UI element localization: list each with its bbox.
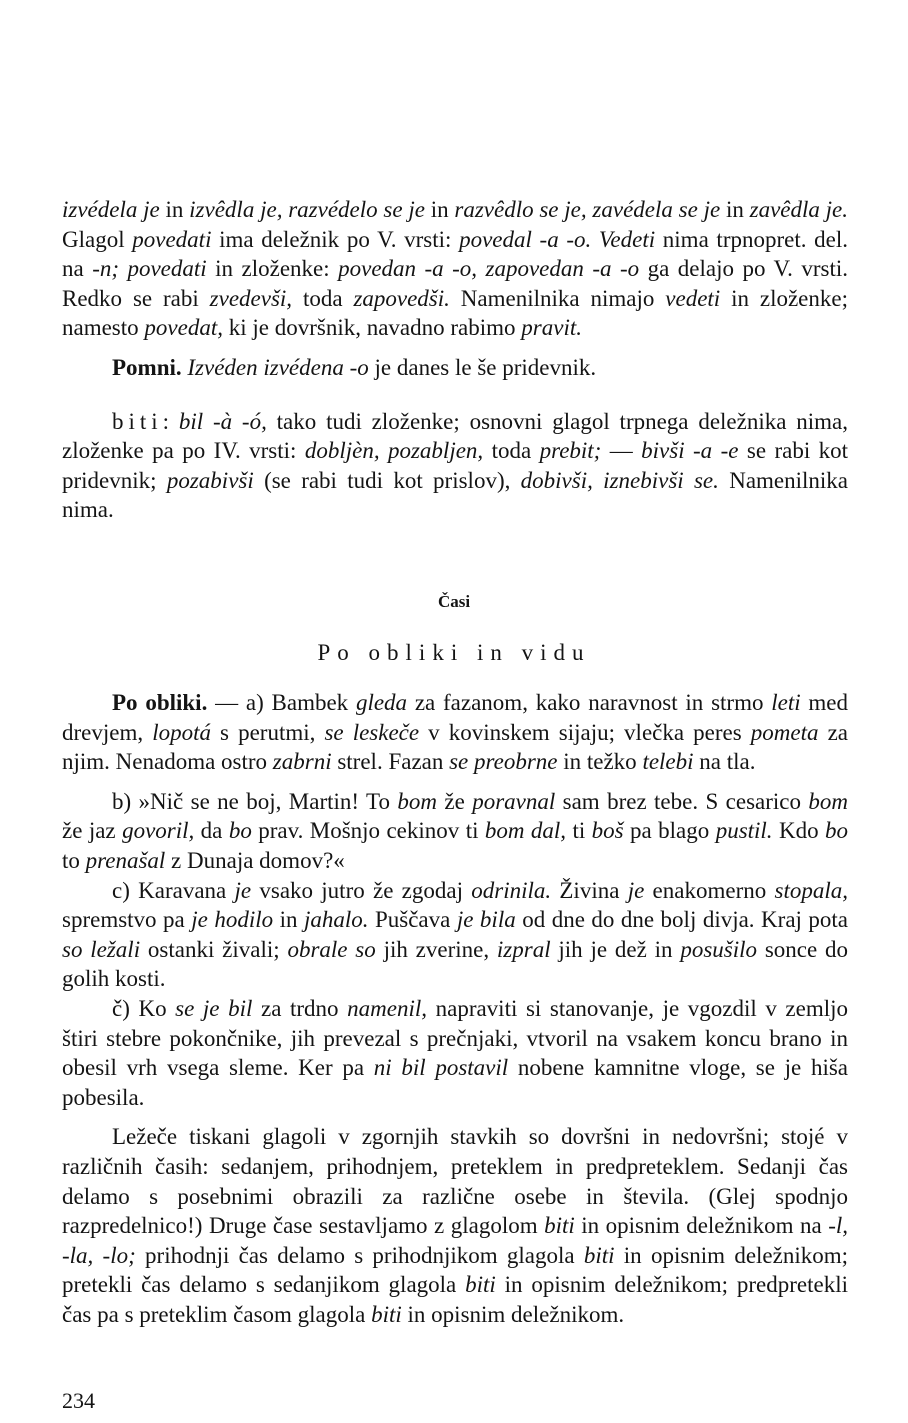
paragraph-b	[62, 787, 848, 876]
text-run: v kovinskem sijaju; vlečka peres	[419, 719, 751, 745]
italic-run: izvêdla je, razvédelo se je	[189, 197, 425, 222]
italic-run: -l, -la, -lo;	[62, 1213, 848, 1268]
italic-run: biti	[544, 1213, 575, 1239]
text-run: že jaz	[62, 818, 123, 844]
text-run: med drevjem,	[62, 690, 848, 745]
italic-run: zavêdla je.	[749, 197, 849, 222]
text-run: in težko	[557, 749, 643, 775]
italic-run: so ležali	[62, 936, 141, 962]
italic-run: je	[627, 877, 645, 903]
italic-run: biti	[583, 1242, 615, 1268]
italic-run: bivši -a -e	[641, 438, 739, 464]
text-run: od dne do dne bolj divja. Kraj pota	[515, 907, 848, 933]
text-run: in opisnim deležnikom.	[401, 1301, 625, 1327]
text-run: ima deležnik po V. vrsti:	[211, 226, 460, 252]
italic-run: -n; povedati	[92, 256, 207, 282]
italic-run: posušilo	[680, 936, 758, 962]
italic-run: zapovedši.	[353, 285, 450, 311]
paragraph-c-caron	[62, 994, 848, 1112]
paragraph-izvedela	[62, 195, 848, 343]
text-run: Kdo	[772, 818, 825, 844]
text-run: ki je dovršnik, navadno rabimo	[222, 315, 522, 341]
italic-run: bom	[397, 788, 437, 814]
spaced-run: biti	[112, 408, 163, 434]
italic-run: bom dal,	[484, 818, 567, 844]
italic-run: odrinila.	[471, 877, 552, 903]
text-run: toda	[292, 285, 354, 311]
text-run: in zloženke:	[206, 256, 339, 282]
text-run: in opisnim deležnikom; predpretekli čas pa s preteklim časom glagola	[62, 1272, 848, 1327]
text-run: za njim. Nenadoma ostro	[62, 719, 848, 775]
italic-run: povedat,	[144, 315, 223, 341]
text-run: to	[62, 847, 86, 873]
text-run: prihodnji čas delamo s prihodnjikom glagola	[135, 1242, 584, 1268]
italic-run: stopala,	[774, 877, 848, 903]
text-run: Ležeče tiskani glagoli v zgornjih stavkih so dovršni in nedovršni; stojé v različnih časih: sedanjem, prihodnjem, preteklem in predpreteklem. Sedanji čas delamo s posebnimi obrazili za različne osebe in števila. (Glej spodnjo razpredelnico!) Druge čase sestavljamo z glagolom	[62, 1124, 848, 1239]
italic-run: pometa	[750, 719, 819, 745]
italic-run: razvêdlo se je, zavédela se je	[454, 197, 721, 222]
page-number: 234	[62, 1388, 95, 1413]
text-run: sam brez tebe. S cesarico	[555, 788, 809, 814]
text-run: in	[424, 197, 455, 222]
italic-run: namenil,	[347, 995, 428, 1021]
text-run: na tla.	[693, 749, 756, 775]
text-run: s perutmi,	[210, 719, 325, 745]
italic-run: pozabivši	[166, 467, 254, 493]
italic-run: ni bil postavil	[373, 1055, 509, 1081]
paragraph-po-obliki	[62, 688, 848, 777]
text-run: b) »Nič se ne boj, Martin! To	[112, 788, 398, 814]
text-run: in opisnim deležnikom na	[574, 1213, 829, 1239]
italic-run: povedati	[132, 226, 212, 252]
italic-run: izpral	[496, 936, 551, 962]
text-run: Puščava	[368, 907, 457, 933]
italic-run: povedal -a -o. Vedeti	[459, 226, 656, 252]
text-run: in	[159, 197, 190, 222]
text-run: in opisnim deležnikom; pretekli čas delamo s sedanjikom glagola	[62, 1242, 849, 1298]
text-run: jih je dež in	[550, 936, 681, 962]
text-run: Glagol	[62, 226, 133, 252]
text-run: z Dunaja domov?«	[165, 847, 345, 873]
italic-run: je hodilo	[191, 907, 274, 933]
italic-run: je	[234, 877, 252, 903]
italic-run: izvédela je	[62, 197, 160, 222]
italic-run: se leskeče	[324, 719, 420, 745]
italic-run: povedan -a -o, zapovedan -a -o	[338, 256, 640, 282]
italic-run: bo	[825, 818, 848, 844]
text-run: vsako jutro že zgodaj	[251, 877, 472, 903]
text-run: pa blago	[623, 818, 716, 844]
italic-run: se preobrne	[449, 749, 558, 775]
italic-run: pravit.	[521, 315, 582, 341]
italic-run: biti	[465, 1272, 496, 1298]
text-run: za fazanom, kako naravnost in strmo	[407, 690, 772, 715]
text-run: Namenilnika nima.	[62, 467, 848, 523]
text-run: Namenilnika nimajo	[449, 285, 666, 311]
italic-run: bom	[808, 788, 848, 814]
italic-run: zabrni	[272, 749, 332, 775]
text-run: toda	[483, 438, 540, 464]
text-run: c) Karavana	[112, 877, 235, 903]
italic-run: telebi	[642, 749, 694, 775]
text-run: in	[720, 197, 750, 222]
lower-text-block	[62, 688, 848, 1329]
text-run: — a) Bambek	[207, 690, 356, 715]
upper-text-block	[62, 195, 848, 525]
italic-run: pustil.	[715, 818, 773, 844]
text-run: se rabi kot pridevnik;	[62, 438, 849, 493]
paragraph-c	[62, 876, 848, 994]
italic-run: zvedevši,	[209, 285, 293, 311]
text-run: Živina	[551, 877, 628, 903]
text-run: —	[601, 438, 642, 464]
paragraph-lezece	[62, 1122, 848, 1329]
italic-run: leti	[771, 690, 801, 715]
italic-run: poravnal	[472, 788, 556, 814]
italic-run: dobljèn, pozabljen,	[304, 438, 484, 464]
italic-run: prebit;	[539, 438, 602, 464]
text-run: prav. Mošnjo cekinov ti	[251, 818, 485, 844]
italic-run: vedeti	[665, 285, 721, 311]
text-run: strel. Fazan	[331, 749, 450, 775]
text-run: tako tudi zloženke; osnovni glagol trpnega deležnika nima, zloženke pa po IV. vrsti:	[62, 408, 848, 464]
paragraph-pomni	[62, 353, 848, 383]
text-run: da	[194, 818, 229, 844]
bold-run: Pomni.	[112, 354, 182, 380]
italic-run: lopotá	[152, 719, 211, 745]
subheading: Po obliki in vidu	[317, 640, 591, 665]
bold-run: Po obliki.	[112, 690, 208, 715]
text-run: nobene kamnitne vloge, se je hiša pobesila.	[62, 1055, 849, 1110]
text-run: za trdno	[252, 995, 348, 1021]
text-run: ga delajo po V. vrsti. Redko se rabi	[62, 256, 849, 311]
italic-run: bo	[228, 818, 252, 844]
italic-run: prenašal	[85, 847, 166, 873]
text-run: enakomerno	[644, 877, 775, 903]
text-run: :	[162, 408, 179, 434]
italic-run: biti	[371, 1301, 402, 1327]
text-run: nima trpnopret. del. na	[62, 226, 848, 282]
italic-run: se je bil	[175, 995, 253, 1021]
paragraph-biti	[62, 407, 848, 525]
text-run: č) Ko	[112, 995, 176, 1021]
text-run: spremstvo pa	[62, 907, 192, 933]
text-run: ti	[566, 818, 592, 844]
text-run: že	[436, 788, 473, 814]
section-heading: Časi	[437, 592, 471, 611]
text-run: in	[273, 907, 304, 933]
text-run: in zloženke; namesto	[62, 285, 848, 341]
italic-run: bil -à -ó,	[178, 408, 267, 434]
text-run: sonce do golih kosti.	[62, 936, 849, 992]
italic-run: dobivši, iznebivši se.	[520, 467, 719, 493]
italic-run: je bila	[456, 907, 516, 933]
text-run: jih zverine,	[375, 936, 497, 962]
text-run: (se rabi tudi kot prislov),	[253, 467, 521, 493]
italic-run: jahalo.	[303, 907, 369, 933]
text-run: napraviti si stanovanje, je vgozdil v zemljo štiri stebre pokončnike, jih prevezal s prečnjaki, vtvoril na vsakem koncu brano in obesil vrh vsega sleme. Ker pa	[62, 995, 849, 1081]
italic-run: obrale so	[287, 936, 376, 962]
italic-run: gleda	[355, 690, 408, 715]
text-run: je danes le še pridevnik.	[368, 354, 597, 380]
italic-run: boš	[591, 818, 624, 844]
italic-run: govoril,	[122, 818, 195, 844]
italic-run: Izvéden izvédena -o	[187, 354, 369, 380]
text-run: ostanki živali;	[140, 936, 288, 962]
